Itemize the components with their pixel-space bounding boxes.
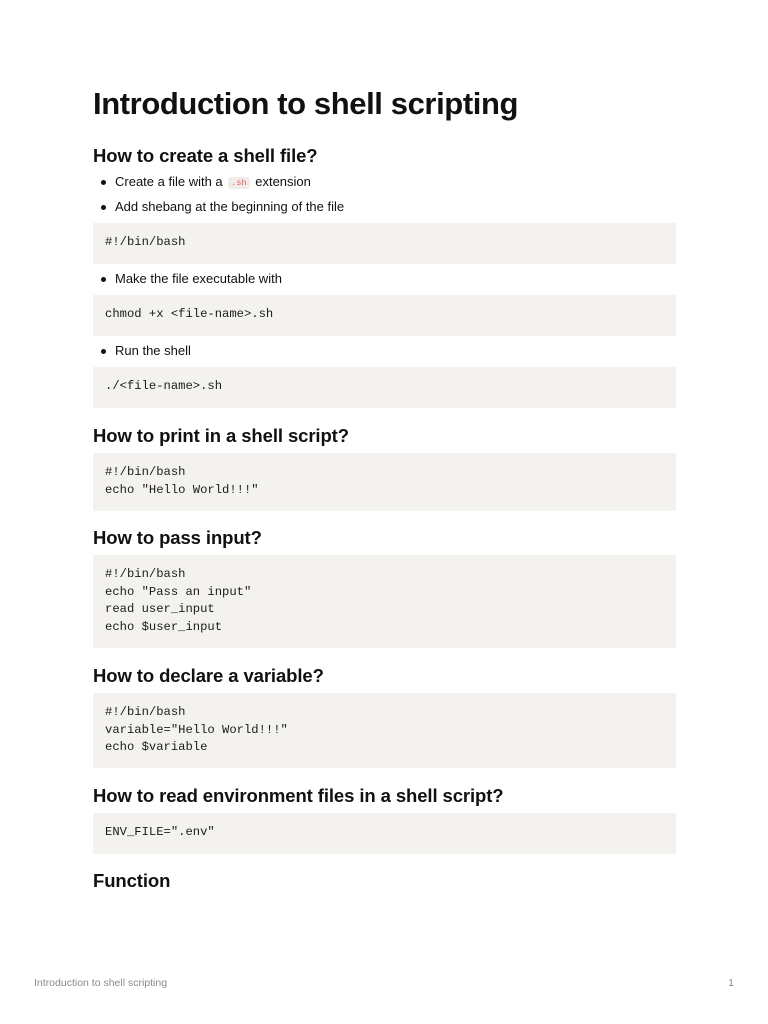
code-line: echo "Hello World!!!" xyxy=(105,482,259,497)
bullet-icon xyxy=(101,349,106,354)
list-item-text: Run the shell xyxy=(115,343,191,358)
code-line: echo $user_input xyxy=(105,619,223,634)
code-block xyxy=(93,453,676,511)
section-heading-print: How to print in a shell script? xyxy=(93,425,349,446)
code-line: variable="Hello World!!!" xyxy=(105,722,288,737)
code-line: echo $variable xyxy=(105,740,208,754)
code-line: #!/bin/bash xyxy=(105,567,186,581)
section-heading-function: Function xyxy=(93,870,171,891)
inline-code: .sh xyxy=(228,177,249,189)
code-line: read user_input xyxy=(105,602,215,616)
section-heading-create: How to create a shell file? xyxy=(93,145,318,166)
code-block xyxy=(93,295,676,336)
code-line: echo "Pass an input" xyxy=(105,584,252,599)
code-block xyxy=(93,693,676,768)
code-line: #!/bin/bash xyxy=(105,465,186,479)
list-item-text-after: extension xyxy=(255,174,311,189)
code-block xyxy=(93,813,676,854)
section-heading-input: How to pass input? xyxy=(93,527,262,548)
document-title: Introduction to shell scripting xyxy=(93,86,519,121)
code-block xyxy=(93,555,676,648)
code-line: ./<file-name>.sh xyxy=(105,379,223,393)
list-item-text-before: Create a file with a xyxy=(115,174,223,189)
section-heading-variable: How to declare a variable? xyxy=(93,665,324,686)
list-item-text: Make the file executable with xyxy=(115,271,282,286)
code-block xyxy=(93,223,676,264)
code-line: ENV_FILE=".env" xyxy=(105,825,215,839)
bullet-icon xyxy=(101,277,106,282)
code-line: #!/bin/bash xyxy=(105,235,186,249)
footer-title: Introduction to shell scripting xyxy=(34,977,168,989)
code-line: #!/bin/bash xyxy=(105,705,186,719)
list-item-text: Add shebang at the beginning of the file xyxy=(115,199,345,214)
code-block xyxy=(93,367,676,408)
section-heading-env: How to read environment files in a shell script? xyxy=(93,785,504,806)
list-item-text xyxy=(115,172,311,192)
bullet-icon xyxy=(101,205,106,210)
code-line: chmod +x <file-name>.sh xyxy=(105,307,274,321)
bullet-icon xyxy=(101,180,106,185)
page-number: 1 xyxy=(728,977,734,989)
